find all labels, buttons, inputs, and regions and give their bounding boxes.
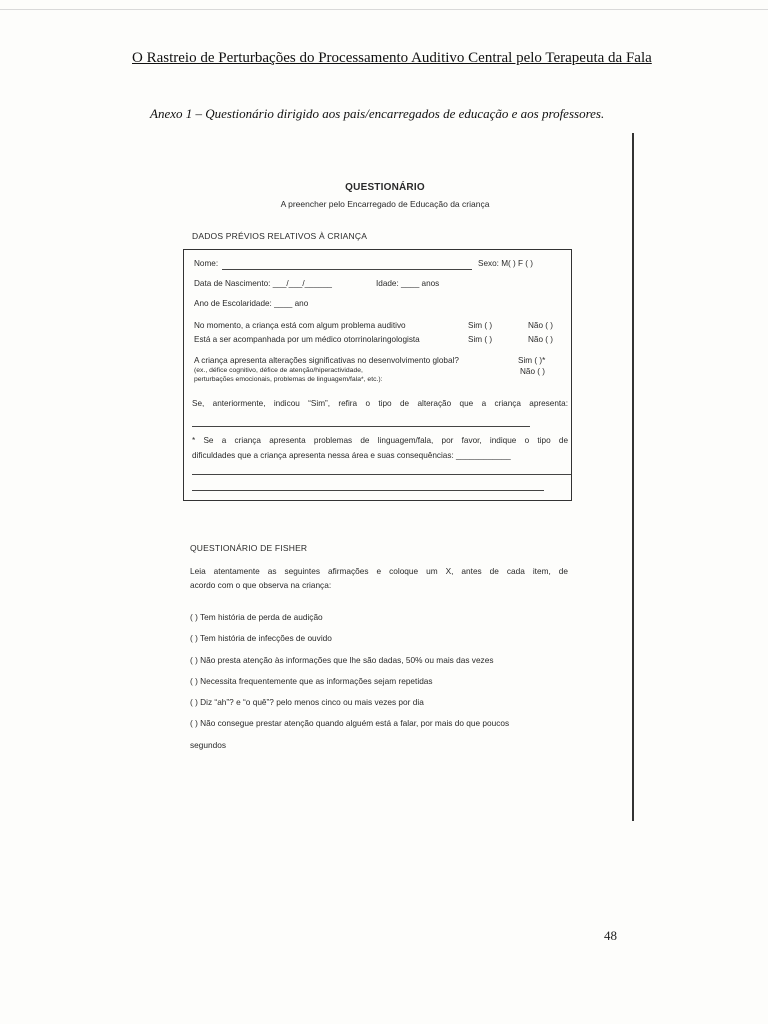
- fisher-intro-line-1: Leia atentamente as seguintes afirmações e coloque um X, antes de cada item, de: [190, 566, 568, 576]
- section-title-child-data: DADOS PRÉVIOS RELATIVOS À CRIANÇA: [192, 231, 368, 241]
- fisher-intro-line-2: acordo com o que observa na criança:: [190, 580, 332, 590]
- fisher-item-continuation: segundos: [190, 740, 226, 750]
- child-data-form-box: [183, 249, 572, 501]
- ent-yes-option[interactable]: Sim ( ): [468, 335, 493, 344]
- development-examples-line-2: perturbações emocionais, problemas de linguagem/fala*, etc.):: [194, 376, 383, 383]
- language-answer-line-2[interactable]: [192, 490, 544, 491]
- ent-question: Está a ser acompanhada por um médico otorrinolaringologista: [194, 335, 420, 344]
- scan-top-edge: [0, 9, 768, 10]
- previous-yes-instruction: Se, anteriormente, indicou “Sim”, refira o tipo de alteração que a criança apresenta:: [192, 399, 568, 408]
- language-answer-line-1[interactable]: [192, 474, 571, 475]
- page-number: 48: [604, 928, 617, 943]
- document-header-title: O Rastreio de Perturbações do Processamento Auditivo Central pelo Terapeuta da Fala: [132, 50, 652, 66]
- fisher-item-sustained-attention[interactable]: ( ) Não consegue prestar atenção quando alguém está a falar, por mais do que poucos: [190, 718, 510, 728]
- name-line[interactable]: [222, 269, 472, 270]
- fisher-item-repetition[interactable]: ( ) Necessita frequentemente que as informações sejam repetidas: [190, 676, 433, 686]
- annex-title: Anexo 1 – Questionário dirigido aos pais/encarregados de educação e aos professores.: [150, 106, 605, 121]
- questionnaire-title: QUESTIONÁRIO: [345, 182, 425, 193]
- hearing-yes-option[interactable]: Sim ( ): [468, 321, 493, 330]
- alteration-answer-line[interactable]: [192, 426, 530, 427]
- age-field: Idade: ____ anos: [376, 279, 440, 288]
- development-examples-line-1: (ex., défice cognitivo, défice de atenção/hiperactividade,: [194, 367, 363, 374]
- name-label: Nome:: [194, 259, 219, 268]
- hearing-no-option[interactable]: Não ( ): [528, 321, 554, 330]
- fisher-item-attention-50[interactable]: ( ) Não presta atenção às informações que lhe são dadas, 50% ou mais das vezes: [190, 655, 494, 665]
- ent-no-option[interactable]: Não ( ): [528, 335, 554, 344]
- language-problems-instruction: * Se a criança apresenta problemas de linguagem/fala, por favor, indique o tipo de: [192, 436, 568, 445]
- development-yes-option[interactable]: Sim ( )*: [518, 356, 546, 365]
- fisher-item-ah-what[interactable]: ( ) Diz “ah”? e “o quê”? pelo menos cinco ou mais vezes por dia: [190, 697, 424, 707]
- development-question: A criança apresenta alterações significativas no desenvolvimento global?: [194, 356, 459, 365]
- birth-date-field: Data de Nascimento: ___/___/______: [194, 279, 332, 288]
- hearing-question: No momento, a criança está com algum problema auditivo: [194, 321, 406, 330]
- questionnaire-subtitle: A preencher pelo Encarregado de Educação da criança: [280, 199, 490, 209]
- fisher-item-hearing-loss[interactable]: ( ) Tem história de perda de audição: [190, 612, 323, 622]
- sex-field: Sexo: M( ) F ( ): [478, 259, 534, 268]
- fisher-item-ear-infections[interactable]: ( ) Tem história de infecções de ouvido: [190, 633, 332, 643]
- fisher-questionnaire-title: QUESTIONÁRIO DE FISHER: [190, 543, 308, 553]
- margin-rule: [632, 133, 634, 821]
- development-no-option[interactable]: Não ( ): [520, 367, 546, 376]
- language-difficulties-prompt: dificuldades que a criança apresenta nessa área e suas consequências: ____________: [192, 451, 511, 460]
- school-year-field: Ano de Escolaridade: ____ ano: [194, 299, 309, 308]
